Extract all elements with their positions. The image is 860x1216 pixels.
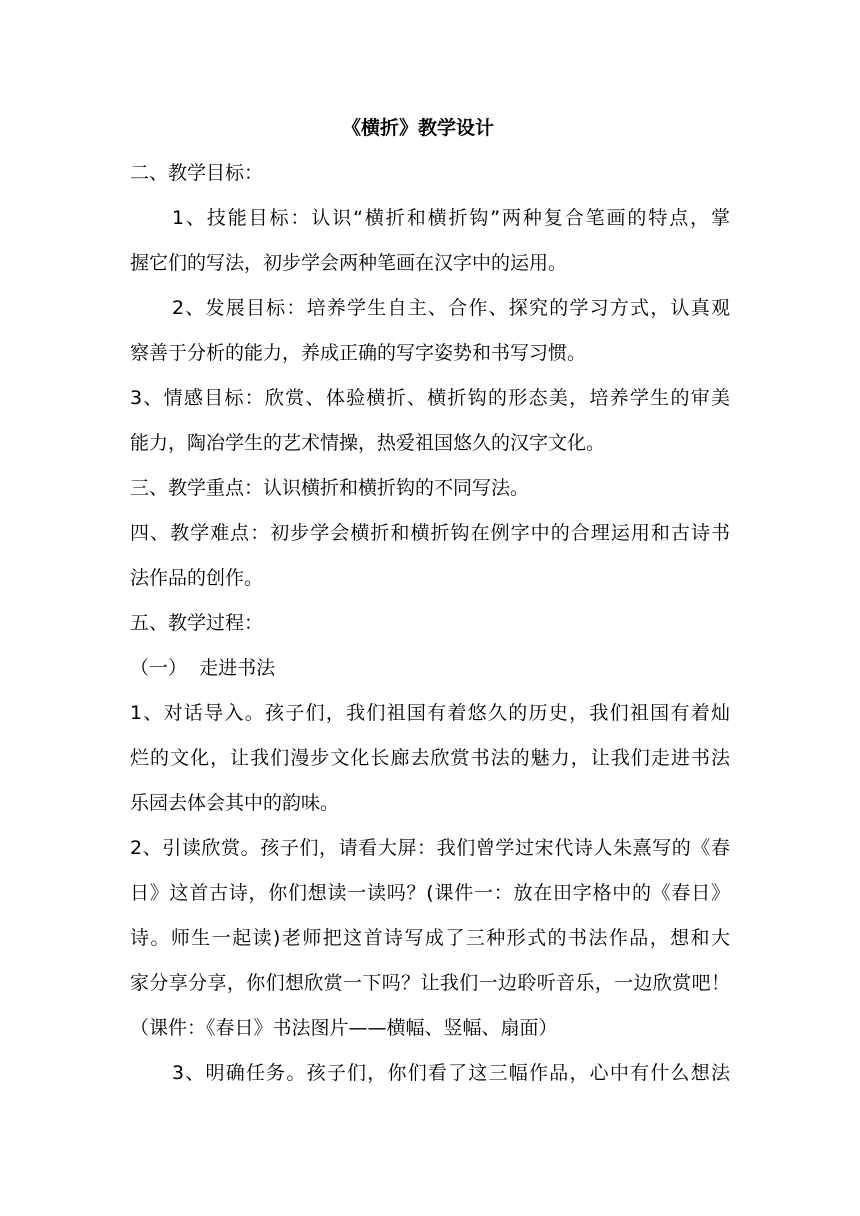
text-line: 日》这首古诗，你们想读一读吗？(课件一：放在田字格中的《春日》: [130, 882, 730, 904]
document-body: [130, 106, 730, 1096]
text-line: 乐园去体会其中的韵味。: [130, 792, 340, 814]
text-line: 能力，陶冶学生的艺术情操，热爱祖国悠久的汉字文化。: [130, 432, 606, 454]
text-line: 家分享分享，你们想欣赏一下吗？让我们一边聆听音乐，一边欣赏吧！: [130, 972, 730, 994]
text-line: 3、明确任务。孩子们，你们看了这三幅作品，心中有什么想法: [172, 1062, 730, 1084]
text-line: 烂的文化，让我们漫步文化长廊去欣赏书法的魅力，让我们走进书法: [130, 747, 730, 769]
text-line: 3、情感目标：欣赏、体验横折、横折钩的形态美，培养学生的审美: [130, 387, 730, 409]
text-line: 察善于分析的能力，养成正确的写字姿势和书写习惯。: [130, 342, 587, 364]
section-heading-process: 五、教学过程：: [130, 612, 264, 634]
page-title: 《横折》教学设计: [341, 117, 494, 139]
text-line: 1、技能目标：认识“横折和横折钩”两种复合笔画的特点，掌: [172, 207, 730, 229]
text-line: 法作品的创作。: [130, 567, 264, 589]
text-line: 诗。师生一起读)老师把这首诗写成了三种形式的书法作品，想和大: [130, 927, 730, 949]
section-heading-key-points: 三、教学重点：认识横折和横折钩的不同写法。: [130, 477, 530, 499]
text-line: 1、对话导入。孩子们，我们祖国有着悠久的历史，我们祖国有着灿: [130, 702, 730, 724]
subsection-heading: （一） 走进书法: [130, 657, 276, 679]
section-heading-difficulties: 四、教学难点：初步学会横折和横折钩在例字中的合理运用和古诗书: [130, 522, 730, 544]
text-line: 2、引读欣赏。孩子们，请看大屏：我们曾学过宋代诗人朱熹写的《春: [130, 837, 730, 859]
section-heading-objectives: 二、教学目标：: [130, 162, 264, 184]
text-line: 2、发展目标：培养学生自主、合作、探究的学习方式，认真观: [172, 297, 730, 319]
text-line: 握它们的写法，初步学会两种笔画在汉字中的运用。: [130, 252, 568, 274]
text-line: （课件：《春日》书法图片——横幅、竖幅、扇面）: [130, 1017, 558, 1039]
